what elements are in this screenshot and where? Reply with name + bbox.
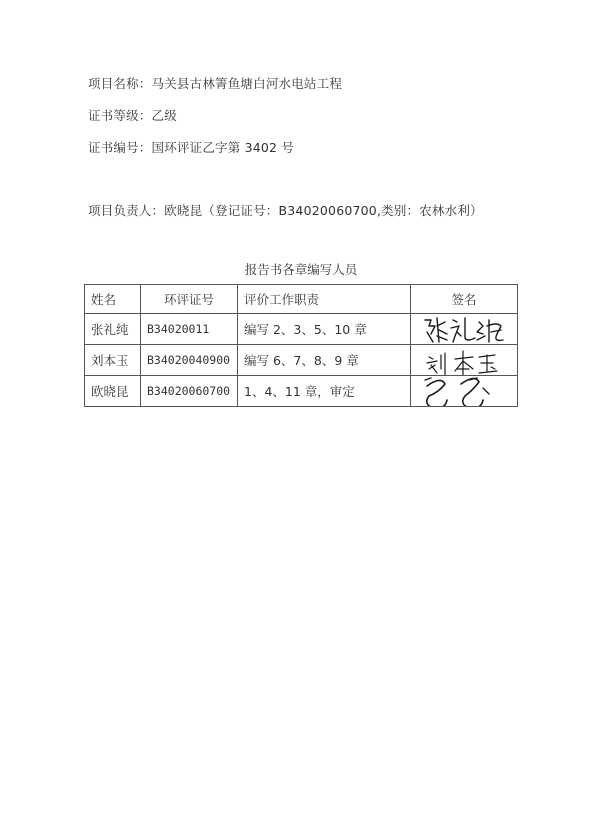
- handwritten-signature-2: [417, 345, 517, 376]
- row-signature: [411, 376, 518, 407]
- project-responsible-line: [88, 201, 483, 219]
- table-row: [85, 376, 518, 407]
- row-name: 欧晓昆: [85, 376, 141, 407]
- row-name: 张礼纯: [85, 314, 141, 345]
- certificate-number-line: [88, 138, 294, 156]
- row-name: 刘本玉: [85, 345, 141, 376]
- handwritten-signature-3: [417, 376, 517, 407]
- certificate-grade-label: 证书等级：: [88, 108, 152, 123]
- certificate-number-value: 国环评证乙字第 3402 号: [151, 140, 295, 155]
- row-duty: 1、4、11 章，审定: [238, 376, 411, 407]
- row-cert: B34020060700: [141, 376, 238, 407]
- certificate-number-label: 证书编号：: [88, 140, 152, 155]
- certificate-grade-line: [88, 106, 177, 124]
- project-responsible-label: 项目负责人：: [88, 203, 165, 218]
- table-header-row: [85, 285, 518, 314]
- handwritten-signature-1: [417, 314, 517, 345]
- staff-table: [84, 284, 518, 407]
- project-responsible-value: 欧晓昆（登记证号：B34020060700,类别：农林水利）: [164, 203, 483, 218]
- project-name-value: 马关县古林箐鱼塘白河水电站工程: [151, 76, 343, 91]
- header-cert: 环评证号: [141, 285, 238, 314]
- row-signature: [411, 345, 518, 376]
- row-signature: [411, 314, 518, 345]
- header-duty: 评价工作职责: [238, 285, 411, 314]
- table-row: [85, 345, 518, 376]
- row-cert: B34020040900: [141, 345, 238, 376]
- row-duty: 编写 6、7、8、9 章: [238, 345, 411, 376]
- certificate-grade-value: 乙级: [151, 108, 177, 123]
- row-duty: 编写 2、3、5、10 章: [238, 314, 411, 345]
- row-cert: B34020011: [141, 314, 238, 345]
- project-name-line: [88, 74, 342, 92]
- header-signature: 签名: [411, 285, 518, 314]
- table-row: [85, 314, 518, 345]
- table-caption: 报告书各章编写人员: [244, 262, 358, 277]
- header-name: 姓名: [85, 285, 141, 314]
- project-name-label: 项目名称：: [88, 76, 152, 91]
